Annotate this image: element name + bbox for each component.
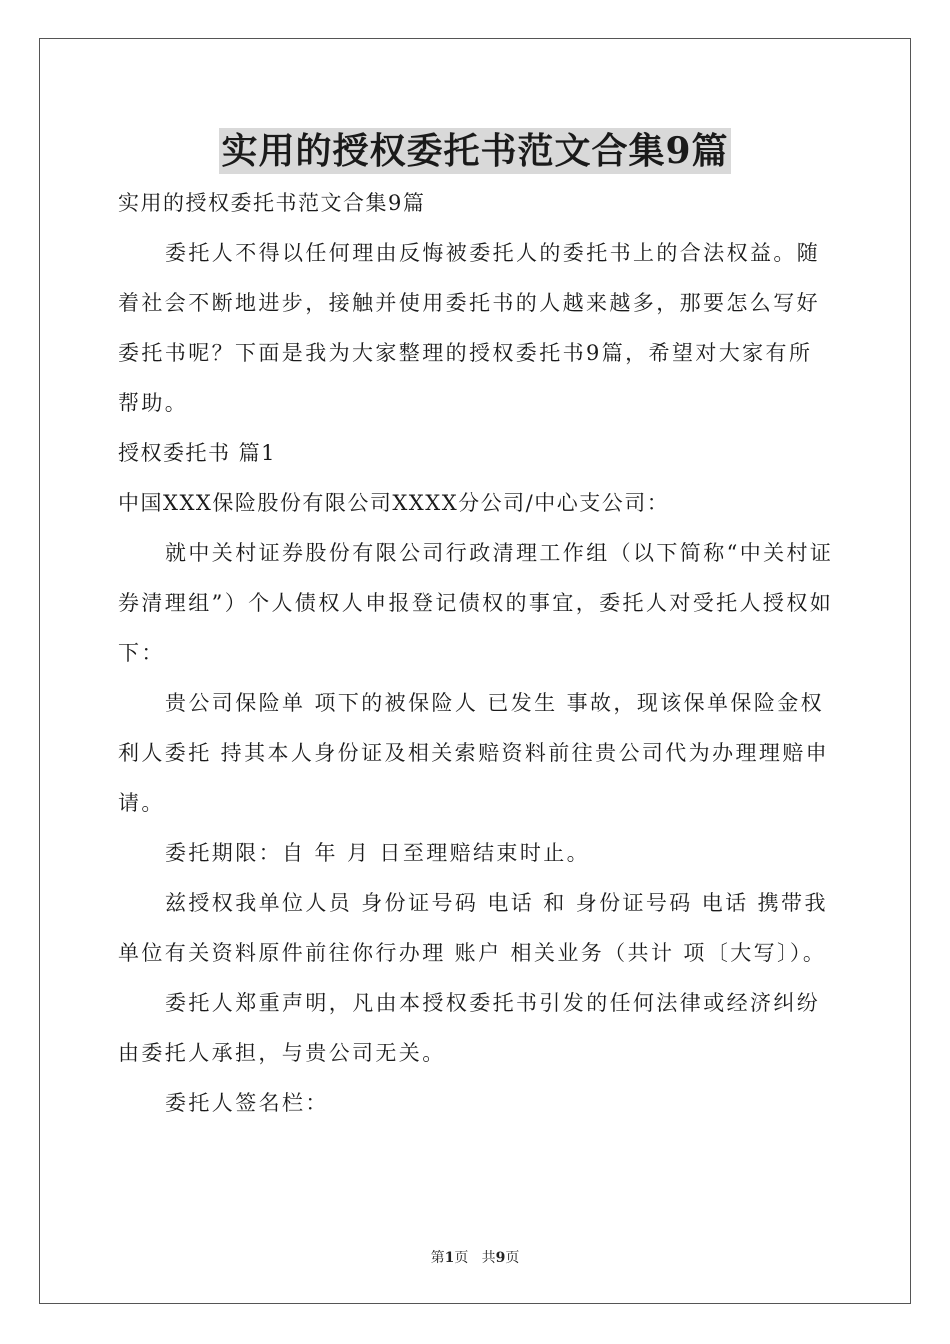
- intro-paragraph: 委托人不得以任何理由反悔被委托人的委托书上的合法权益。随着社会不断地进步，接触并使用委托书的人越来越多，那要怎么写好委托书呢？下面是我为大家整理的授权委托书9篇，希望对大家有所帮助。: [118, 241, 821, 415]
- title-container: [0, 128, 950, 174]
- document-subtitle: 实用的授权委托书范文合集9篇: [118, 191, 426, 215]
- total-pages: 9: [495, 1250, 506, 1266]
- body-paragraph-3: 委托期限：自 年 月 日至理赔结束时止。: [165, 841, 591, 865]
- addressee-line: 中国XXX保险股份有限公司XXXX分公司/中心支公司：: [118, 491, 670, 515]
- page-number: 1: [444, 1250, 455, 1266]
- body-paragraph-5: 委托人郑重声明，凡由本授权委托书引发的任何法律或经济纠纷由委托人承担，与贵公司无关。: [118, 991, 821, 1065]
- document-title: 实用的授权委托书范文合集9篇: [221, 130, 729, 172]
- body-paragraph-4: 兹授权我单位人员 身份证号码 电话 和 身份证号码 电话 携带我单位有关资料原件前往你行办理 账户 相关业务（共计 项〔大写〕）。: [118, 891, 828, 965]
- signature-line: 委托人签名栏：: [165, 1091, 329, 1115]
- page-suffix: 页: [454, 1250, 469, 1266]
- body-paragraph-1: 就中关村证券股份有限公司行政清理工作组（以下简称“中关村证券清理组”）个人债权人申报登记债权的事宜，委托人对受托人授权如下：: [118, 541, 834, 665]
- page-prefix: 第: [430, 1250, 445, 1266]
- total-suffix: 页: [505, 1250, 520, 1266]
- section-heading: 授权委托书 篇1: [118, 441, 277, 465]
- page-footer: [0, 1247, 950, 1267]
- total-prefix: 共: [481, 1250, 496, 1266]
- body-paragraph-2: 贵公司保险单 项下的被保险人 已发生 事故，现该保单保险金权利人委托 持其本人身份证及相关索赔资料前往贵公司代为办理理赔申请。: [118, 691, 830, 815]
- document-body: [118, 178, 834, 1128]
